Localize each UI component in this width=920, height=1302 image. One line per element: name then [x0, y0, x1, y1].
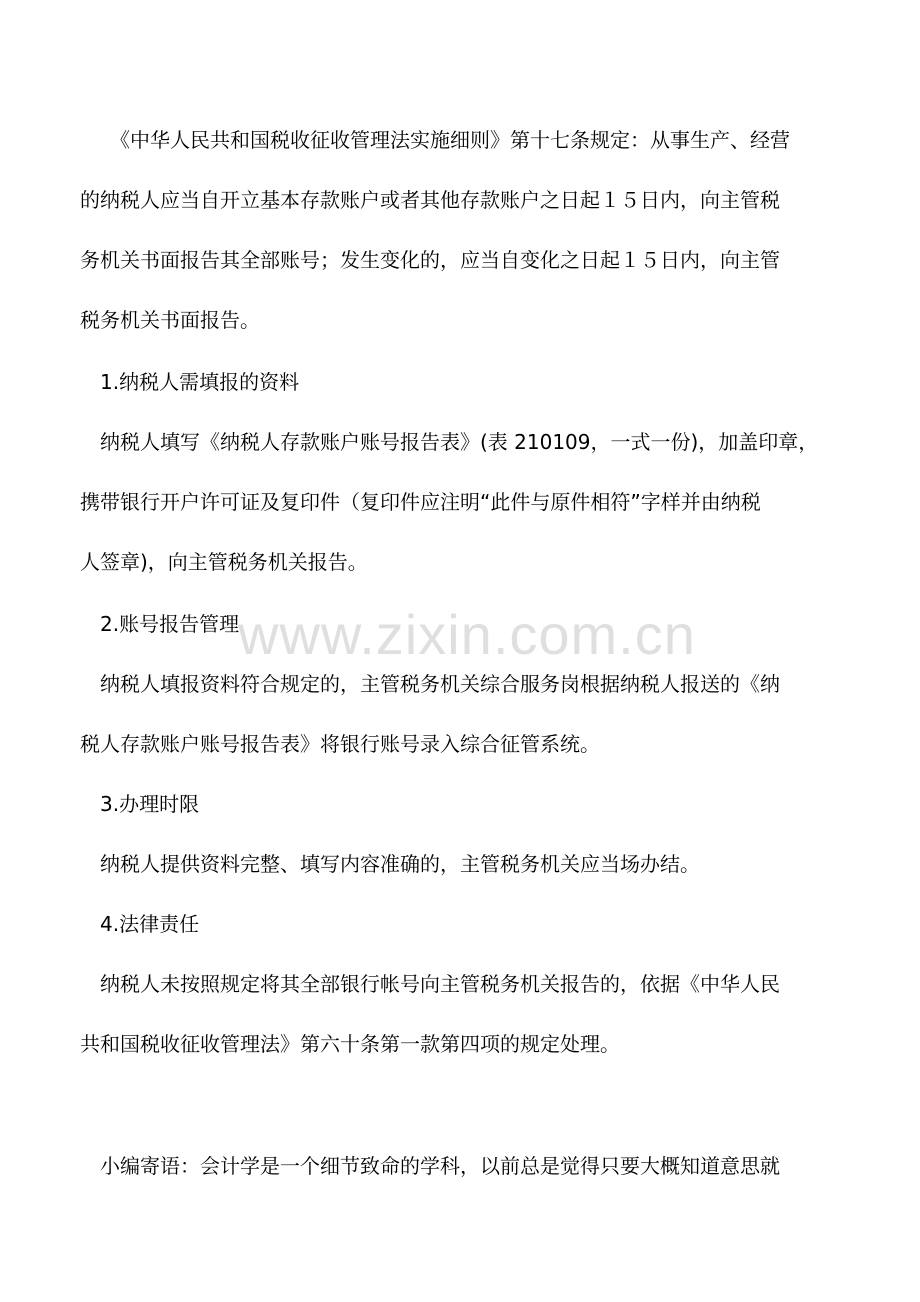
paragraph-line: 税务机关书面报告。	[80, 308, 260, 332]
paragraph-line: 的纳税人应当自开立基本存款账户或者其他存款账户之日起１５日内，向主管税	[80, 188, 780, 212]
section-heading-account-management: 2.账号报告管理	[100, 612, 240, 636]
paragraph-editor-note	[80, 1136, 842, 1196]
paragraph-line: 《中华人民共和国税收征收管理法实施细则》第十七条规定：从事生产、经营	[100, 128, 790, 152]
paragraph-line: 携带银行开户许可证及复印件（复印件应注明“此件与原件相符”字样并由纳税	[80, 490, 761, 514]
paragraph-line: 纳税人填报资料符合规定的，主管税务机关综合服务岗根据纳税人报送的《纳	[100, 672, 780, 696]
paragraph-line: 务机关书面报告其全部账号；发生变化的，应当自变化之日起１５日内，向主管	[80, 248, 780, 272]
paragraph-line: 小编寄语：会计学是一个细节致命的学科，以前总是觉得只要大概知道意思就	[100, 1154, 780, 1178]
paragraph-line: 纳税人提供资料完整、填写内容准确的，主管税务机关应当场办结。	[100, 852, 700, 876]
paragraph-regulation	[80, 110, 842, 350]
paragraph-line: 共和国税收征收管理法》第六十条第一款第四项的规定处理。	[80, 1032, 620, 1056]
paragraph-line: 纳税人未按照规定将其全部银行帐号向主管税务机关报告的，依据《中华人民	[100, 972, 780, 996]
paragraph-time-limit	[80, 834, 842, 894]
section-heading-materials: 1.纳税人需填报的资料	[100, 370, 300, 394]
watermark-text: www.zixin.com.cn	[238, 603, 696, 666]
section-heading-legal-liability: 4.法律责任	[100, 912, 200, 936]
paragraph-line: 纳税人填写《纳税人存款账户账号报告表》(表 210109，一式一份)，加盖印章，	[100, 430, 819, 454]
paragraph-line: 税人存款账户账号报告表》将银行账号录入综合征管系统。	[80, 732, 600, 756]
paragraph-line: 人签章)，向主管税务机关报告。	[80, 550, 368, 574]
section-heading-time-limit: 3.办理时限	[100, 792, 200, 816]
paragraph-materials	[80, 412, 842, 592]
paragraph-legal-liability	[80, 954, 842, 1074]
paragraph-account-management	[80, 654, 842, 774]
